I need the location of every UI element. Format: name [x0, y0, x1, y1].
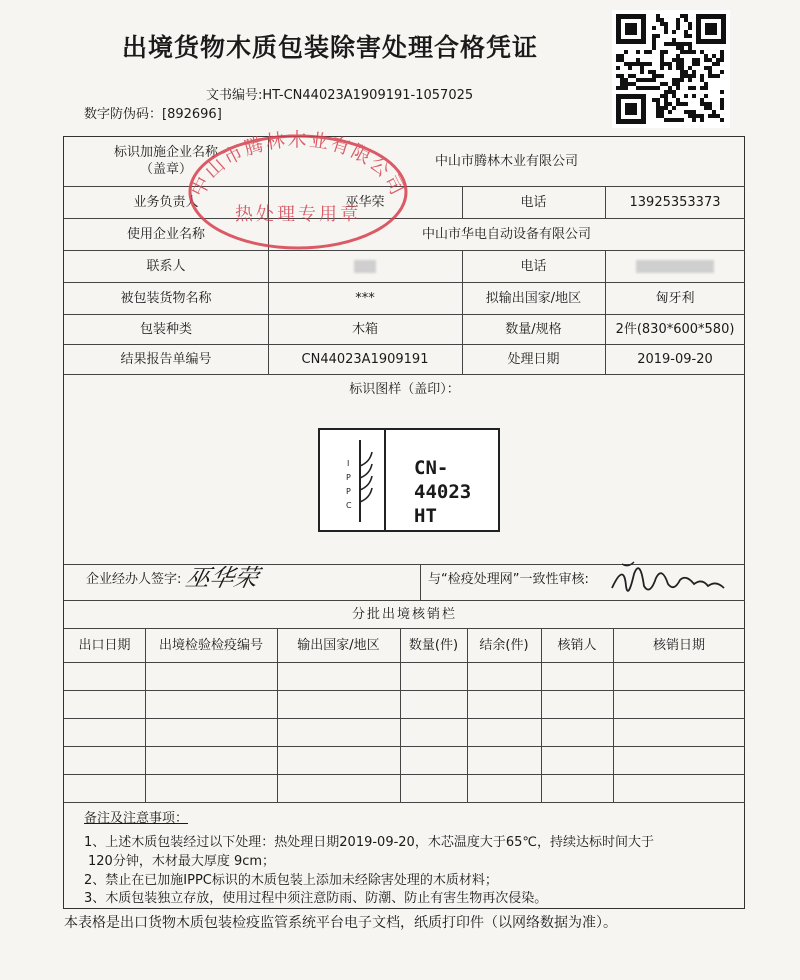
note-line: 120分钟，木材最大厚度 9cm；	[88, 854, 276, 869]
page-title: 出境货物木质包装除害处理合格凭证	[121, 33, 538, 62]
row-value: CN44023A1909191	[301, 351, 429, 367]
marking-label: 标识图样（盖印）：	[349, 381, 460, 397]
mark-code-line1: CN-44023	[414, 457, 472, 503]
qr-code	[612, 10, 730, 128]
batch-header: 核销日期	[652, 637, 705, 653]
row-label: 数量/规格	[505, 321, 562, 337]
anti-fake-code: 数字防伪码：[892696]	[84, 107, 222, 122]
batch-header: 出口日期	[78, 637, 131, 653]
batch-row	[64, 662, 745, 690]
note-line: 1、上述木质包装经过以下处理：热处理日期2019-09-20，木芯温度大于65℃，持续达标时间大于	[84, 835, 654, 850]
label-line: 标识加施企业名称	[113, 145, 218, 160]
batch-row	[64, 690, 745, 718]
row-label: 结果报告单编号	[120, 351, 212, 367]
row-value	[605, 250, 745, 282]
row-value: ***	[355, 290, 375, 306]
batch-row	[64, 746, 745, 774]
note-line: 2、禁止在已加施IPPC标识的木质包装上添加未经除害处理的木质材料；	[84, 873, 498, 888]
svg-text:C: C	[346, 501, 352, 510]
notes-title: 备注及注意事项：	[84, 811, 189, 826]
svg-text:P: P	[346, 487, 351, 496]
batch-header: 出境检验检疫编号	[158, 637, 263, 653]
row-value	[268, 250, 462, 282]
row-label: 使用企业名称	[126, 226, 205, 242]
signer-signature: 巫华荣	[183, 563, 262, 592]
label-line: （盖章）	[139, 162, 192, 177]
doc-number: 文书编号:HT-CN44023A1909191-1057025	[206, 88, 474, 103]
auditor-signature	[604, 556, 744, 606]
row-label: 被包装货物名称	[120, 290, 212, 306]
batch-header: 核销人	[557, 637, 597, 653]
row-label: 包装种类	[139, 321, 192, 337]
row-label: 处理日期	[507, 351, 560, 367]
batch-header: 输出国家/地区	[297, 637, 380, 653]
row-value: 匈牙利	[655, 290, 695, 306]
audit-label: 与“检疫处理网”一致性审核:	[428, 571, 589, 587]
svg-text:P: P	[346, 473, 351, 482]
row-label: 电话	[520, 258, 547, 274]
footer-note: 本表格是出口货物木质包装检疫监管系统平台电子文档，纸质打印件（以网络数据为准）。	[64, 915, 617, 931]
batch-header: 结余(件)	[479, 637, 529, 653]
row-label: 业务负责人	[133, 194, 199, 210]
row-value: 巫华荣	[345, 194, 385, 210]
note-line: 3、木质包装独立存放，使用过程中须注意防雨、防潮、防止有害生物再次侵染。	[84, 891, 548, 906]
batch-row	[64, 774, 745, 802]
row-label: 联系人	[146, 258, 186, 274]
batch-header: 数量(件)	[408, 637, 459, 653]
signer-label: 企业经办人签字:	[86, 571, 182, 587]
row-label: 拟输出国家/地区	[485, 290, 582, 306]
ippc-mark	[318, 428, 500, 532]
label-company-name	[64, 136, 268, 186]
batch-row	[64, 718, 745, 746]
row-value: 木箱	[351, 321, 378, 337]
svg-text:热处理专用章: 热处理专用章	[235, 204, 361, 225]
row-value: 2019-09-20	[637, 351, 713, 367]
row-value: 中山市华电自动设备有限公司	[421, 226, 591, 242]
svg-text:中山市腾林木业有限公司: 中山市腾林木业有限公司	[186, 129, 410, 201]
wheat-ippc-icon	[342, 436, 378, 526]
row-label: 电话	[520, 194, 547, 210]
row-value: 13925353373	[629, 194, 721, 210]
redacted-contact	[354, 260, 376, 273]
svg-text:I: I	[347, 459, 350, 468]
row-value: 中山市腾林木业有限公司	[434, 153, 578, 169]
row-value: 2件(830*600*580)	[615, 321, 735, 337]
batch-title: 分批出境核销栏	[351, 606, 457, 622]
mark-code-line2: HT	[414, 505, 437, 527]
redacted-phone	[636, 260, 714, 273]
